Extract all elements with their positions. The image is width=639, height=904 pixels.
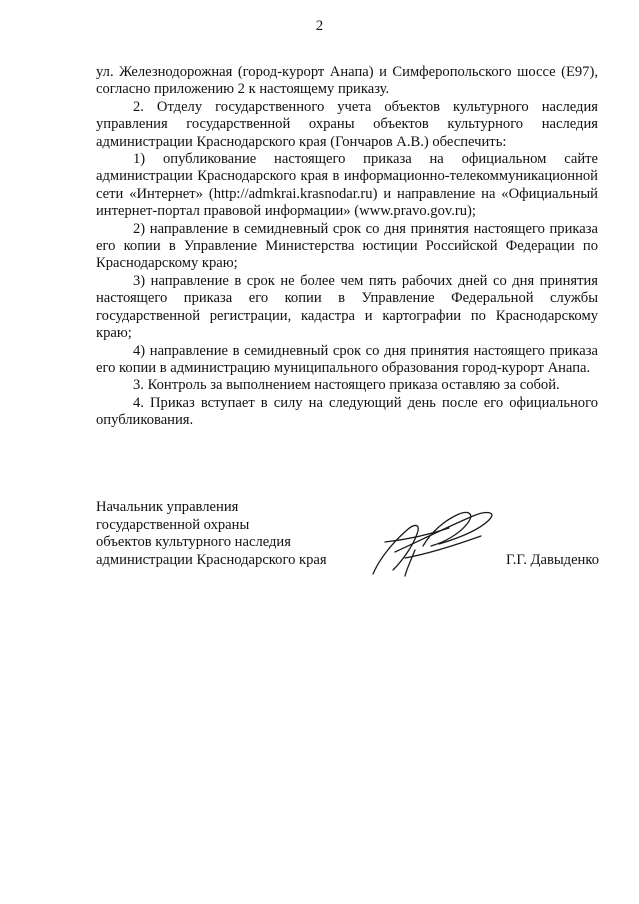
paragraph-subitem-4: 4) направление в семидневный срок со дня принятия настоящего приказа его копии в администрацию муниципального образования город-курорт Анапа. [96, 342, 598, 376]
signatory-position [96, 499, 327, 569]
paragraph-item-3: 3. Контроль за выполнением настоящего приказа оставляю за собой. [133, 377, 560, 394]
paragraph-item-4: 4. Приказ вступает в силу на следующий день после его официального опубликования. [96, 394, 598, 429]
paragraph-subitem-3: 3) направление в срок не более чем пять рабочих дней со дня принятия настоящего приказа его копии в Управление Федеральной службы государственной регистрации, кадастра и картографии по Краснодарскому краю; [96, 272, 598, 342]
signatory-name: Г.Г. Давыденко [505, 552, 599, 568]
position-line: Начальник управления [96, 499, 239, 515]
page-number: 2 [315, 18, 324, 34]
paragraph-continuation: ул. Железнодорожная (город-курорт Анапа) и Симферопольского шоссе (Е97), согласно приложению 2 к настоящему приказу. [96, 64, 598, 98]
position-line: администрации Краснодарского края [96, 551, 327, 568]
position-line: объектов культурного наследия [96, 534, 291, 551]
handwritten-signature [365, 502, 505, 578]
position-line: государственной охраны [96, 516, 250, 533]
paragraph-item-2: 2. Отделу государственного учета объектов культурного наследия управления государственной охраны объектов культурного наследия администрации Краснодарского края (Гончаров А.В.) обеспечить: [96, 98, 598, 150]
paragraph-subitem-1: 1) опубликование настоящего приказа на официальном сайте администрации Краснодарского края в информационно-телекоммуникационной сети «Интернет» (http://admkrai.krasnodar.ru) и направление на «Официальный интернет-портал правовой информации» (www.pravo.gov.ru); [96, 151, 598, 220]
document-body [96, 64, 598, 430]
paragraph-subitem-2: 2) направление в семидневный срок со дня принятия настоящего приказа его копии в Управление Министерства юстиции Российской Федерации по Краснодарскому краю; [96, 220, 598, 272]
